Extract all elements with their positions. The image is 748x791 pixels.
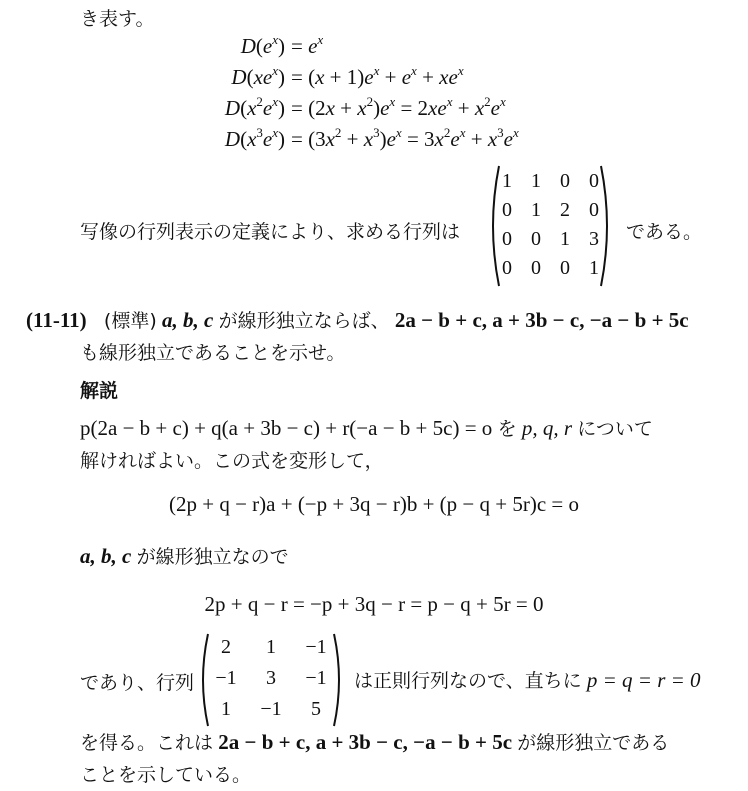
matrix-cell: −1 [305,636,327,658]
solution-line-3 [80,542,289,569]
matrix-cell: −1 [260,698,282,720]
solution-line-1 [80,414,653,441]
solution-text: を [497,418,517,440]
solution-heading: 解説 [80,380,119,402]
solution-text: が線形独立である [517,732,670,754]
derivative-lhs: $D(x^3e^x)$ [224,125,285,151]
solution-result: p = q = r = 0 [586,668,701,692]
problem-number: (11-11) [26,308,87,332]
matrix-cell: 0 [589,170,599,192]
problem-combinations: 2a − b + c, a + 3b − c, −a − b + 5c [394,308,689,332]
matrix-cell: 0 [502,257,512,279]
solution-variables: p, q, r [521,416,573,440]
problem-vectors: a, b, c [162,308,214,332]
matrix-cell: 1 [221,698,231,720]
matrix-cell: 0 [531,228,541,250]
matrix-sentence-before: 写像の行列表示の定義により、求める行列は [80,221,461,243]
matrix-cell: 5 [311,698,321,720]
matrix-cell: 1 [502,170,512,192]
solution-vectors: a, b, c [80,544,132,568]
solution-text: について [577,418,653,440]
matrix-b [196,630,346,730]
derivative-rhs: = $(2x + x^2)e^x = 2xe^x + x^2e^x$ [291,94,506,120]
solution-combinations: 2a − b + c, a + 3b − c, −a − b + 5c [218,730,513,754]
matrix-cell: 0 [502,199,512,221]
intro-line: き表す。 [80,8,155,30]
derivative-lhs: $D(e^x)$ [240,32,285,58]
matrix-cell: 1 [589,257,599,279]
matrix-cell: 0 [589,199,599,221]
problem-line-2: も線形独立であることを示せ。 [80,342,346,364]
matrix-cell: 0 [560,170,570,192]
matrix-cell: 0 [502,228,512,250]
derivative-rhs: = $(3x^2 + x^3)e^x = 3x^2e^x + x^3e^x$ [291,125,519,151]
solution-equation-3: 2p + q − r = −p + 3q − r = p − q + 5r = 0 [204,592,544,616]
matrix-cell: 1 [266,636,276,658]
problem-text: が線形独立ならば、 [218,310,390,332]
matrix-sentence-after: である。 [626,221,703,243]
derivative-lhs: $D(x^2e^x)$ [224,94,285,120]
matrix-cell: 3 [266,667,276,689]
matrix-cell: 2 [221,636,231,658]
solution-text: が線形独立なので [136,546,289,568]
solution-text: を得る。これは [80,732,214,754]
derivative-lhs: $D(xe^x)$ [231,63,285,89]
matrix-cell: −1 [215,667,237,689]
matrix-cell: 1 [531,170,541,192]
problem-level: (標準) [103,310,157,332]
matrix-cell: 1 [560,228,570,250]
solution-equation-2: (2p + q − r)a + (−p + 3q − r)b + (p − q + 5r)c = o [168,492,579,516]
matrix-a [485,162,615,290]
solution-line-6: ことを示している。 [80,764,252,786]
derivative-rhs: = $e^x$ [291,32,324,58]
matrix-cell: 3 [589,228,599,250]
solution-line-2: 解ければよい。この式を変形して， [80,450,384,472]
matrix-cell: 0 [531,257,541,279]
matrix-line-before: であり、行列 [80,672,195,694]
solution-equation-1: p(2a − b + c) + q(a + 3b − c) + r(−a − b + 5c) = o [80,416,493,440]
problem-line-1 [26,306,689,333]
solution-text: は正則行列なので、直ちに [354,670,582,692]
matrix-cell: −1 [305,667,327,689]
matrix-cell: 0 [560,257,570,279]
matrix-line-after [354,666,701,693]
derivative-rhs: = $(x + 1)e^x + e^x + xe^x$ [291,63,464,89]
matrix-cell: 1 [531,199,541,221]
matrix-cell: 2 [560,199,570,221]
solution-line-5 [80,728,669,755]
